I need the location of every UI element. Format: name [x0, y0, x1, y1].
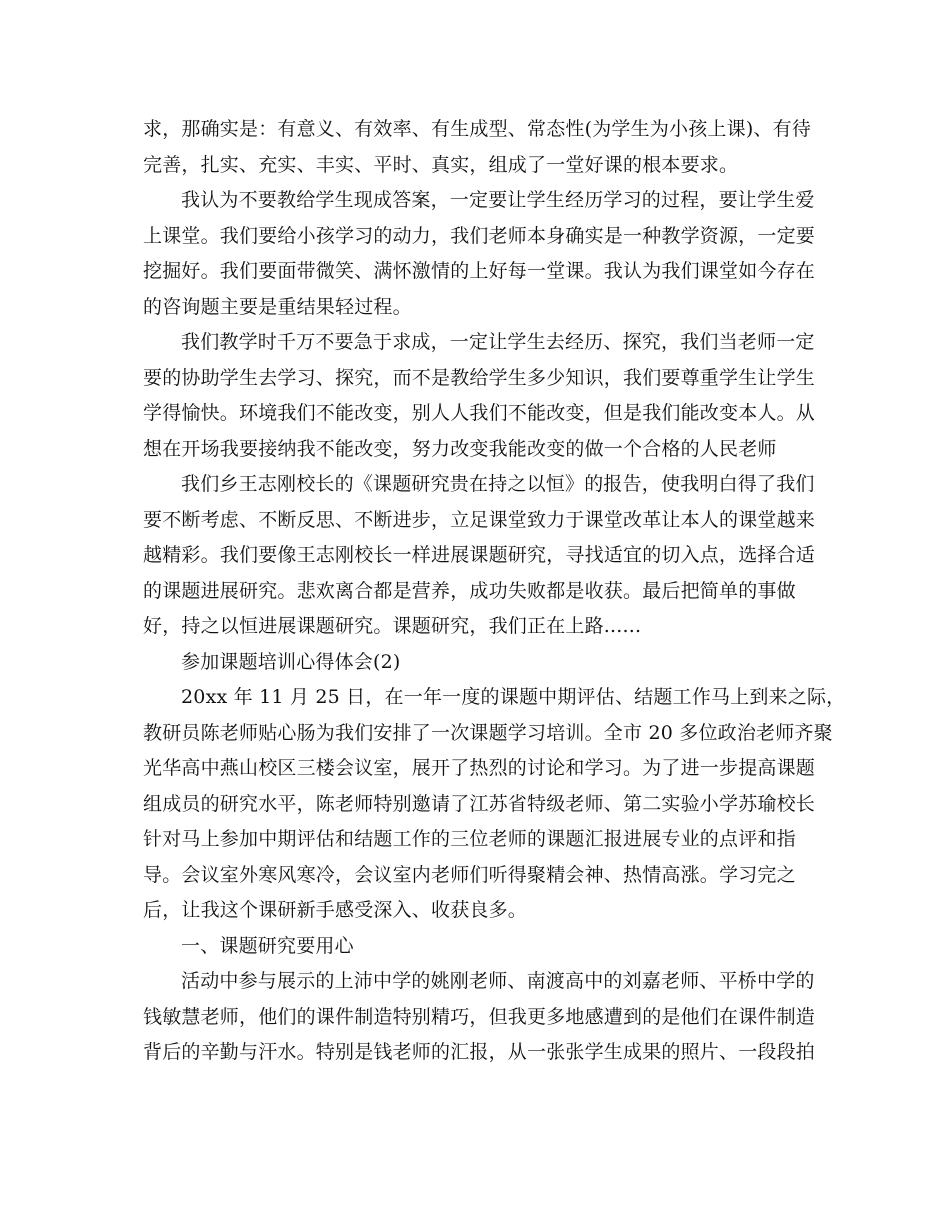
text-line: 越精彩。我们要像王志刚校长一样进展课题研究，寻找适宜的切入点，选择合适 — [143, 544, 816, 566]
text-line: 完善，扎实、充实、丰实、平时、真实，组成了一堂好课的根本要求。 — [143, 153, 739, 176]
text-line: 钱敏慧老师，他们的课件制造特别精巧，但我更多地感遭到的是他们在课件制造 — [143, 1005, 816, 1028]
text-line: 要的协助学生去学习、探究，而不是教给学生多少知识，我们要尊重学生让学生 — [143, 366, 816, 389]
text-line: 20xx 年 11 月 25 日，在一年一度的课题中期评估、结题工作马上到来之际， — [181, 686, 846, 708]
text-line: 求，那确实是：有意义、有效率、有生成型、常态性(为学生为小孩上课)、有待 — [143, 118, 812, 140]
text-line: 教研员陈老师贴心肠为我们安排了一次课题学习培训。全市 20 多位政治老师齐聚 — [143, 721, 833, 744]
text-line: 参加课题培训心得体会(2) — [181, 650, 401, 673]
paragraph-4 — [143, 467, 816, 645]
document-page — [143, 112, 846, 1071]
paragraph-3 — [143, 325, 816, 467]
text-line: 组成员的研究水平，陈老师特别邀请了江苏省特级老师、第二实验小学苏瑜校长 — [143, 792, 816, 815]
text-line: 导。会议室外寒风寒冷，会议室内老师们听得聚精会神、热情高涨。学习完之 — [143, 863, 796, 886]
section-title — [143, 645, 805, 681]
text-line: 学得愉快。环境我们不能改变，别人人我们不能改变，但是我们能改变本人。从 — [143, 402, 816, 424]
text-line: 的咨询题主要是重结果轻过程。 — [143, 295, 412, 318]
paragraph-2 — [143, 183, 816, 325]
subsection-heading — [143, 929, 805, 965]
text-line: 上课堂。我们要给小孩学习的动力，我们老师本身确实是一种教学资源，一定要 — [143, 224, 816, 247]
paragraph-6 — [143, 964, 816, 1071]
text-line: 后，让我这个课研新手感受深入、收获良多。 — [143, 899, 528, 921]
text-line: 我认为不要教给学生现成答案，一定要让学生经历学习的过程，要让学生爱 — [181, 189, 815, 211]
text-line: 想在开场我要接纳我不能改变，努力改变我能改变的做一个合格的人民老师 — [143, 437, 777, 460]
text-line: 我们乡王志刚校长的《课题研究贵在持之以恒》的报告，使我明白得了我们 — [181, 473, 815, 495]
text-line: 针对马上参加中期评估和结题工作的三位老师的课题汇报进展专业的点评和指 — [143, 828, 796, 850]
text-line: 一、课题研究要用心 — [181, 934, 354, 957]
text-line: 活动中参与展示的上沛中学的姚刚老师、南渡高中的刘嘉老师、平桥中学的 — [181, 970, 815, 992]
text-line: 要不断考虑、不断反思、不断进步，立足课堂致力于课堂改革让本人的课堂越来 — [143, 508, 816, 531]
text-line: 背后的辛勤与汗水。特别是钱老师的汇报，从一张张学生成果的照片、一段段拍 — [143, 1041, 816, 1063]
text-line: 好，持之以恒进展课题研究。课题研究，我们正在上路...... — [143, 615, 642, 637]
text-line: 的课题进展研究。悲欢离合都是营养，成功失败都是收获。最后把简单的事做 — [143, 579, 796, 602]
text-line: 光华高中燕山校区三楼会议室，展开了热烈的讨论和学习。为了进一步提高课题 — [143, 757, 816, 779]
paragraph-5 — [143, 680, 846, 929]
paragraph-1 — [143, 112, 812, 183]
text-line: 我们教学时千万不要急于求成，一定让学生去经历、探究，我们当老师一定 — [181, 331, 815, 353]
text-line: 挖掘好。我们要面带微笑、满怀激情的上好每一堂课。我认为我们课堂如今存在 — [143, 260, 816, 282]
